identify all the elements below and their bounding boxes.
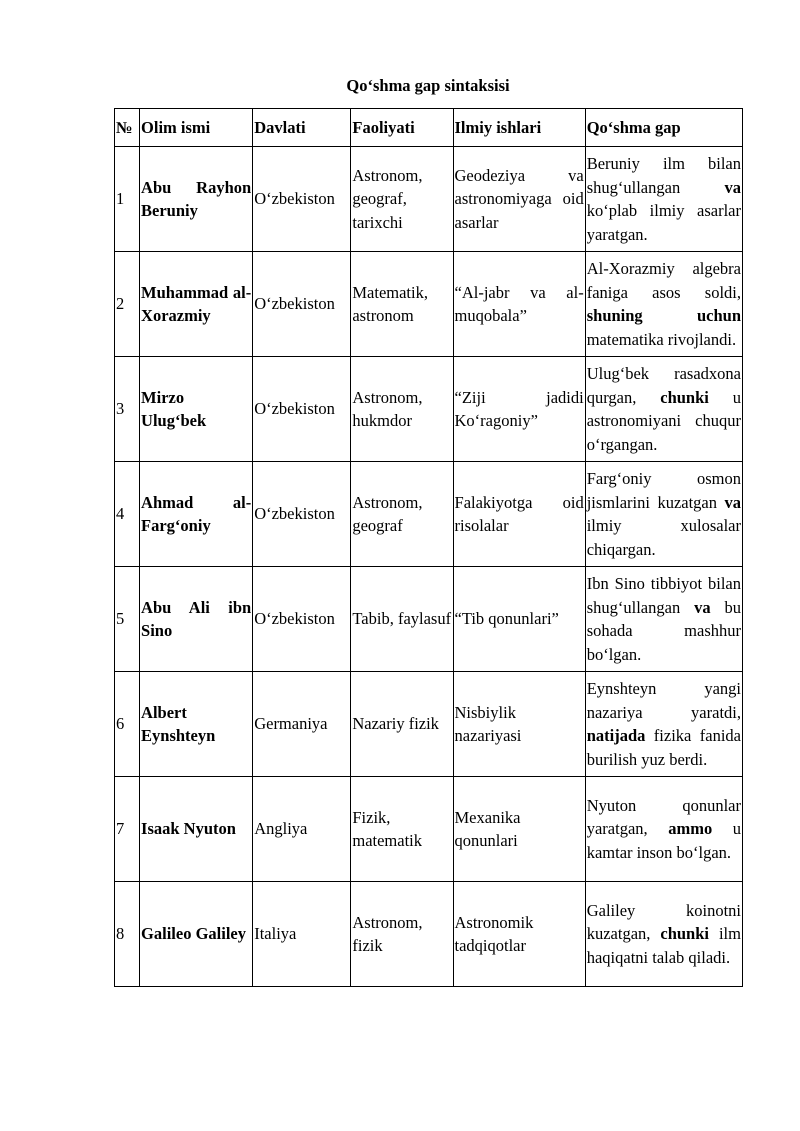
- table-row: [115, 567, 743, 672]
- compound-sentence: [585, 252, 742, 357]
- row-number: 6: [115, 672, 140, 777]
- header-country: Davlati: [253, 109, 351, 147]
- sentence-part: fizika fanida burilish yuz berdi.: [586, 726, 741, 769]
- conjunction: va: [724, 492, 741, 512]
- row-number: 2: [115, 252, 140, 357]
- country: O‘zbekiston: [253, 252, 351, 357]
- sentence-part: Beruniy ilm bilan shug‘ullangan: [586, 154, 741, 197]
- scientist-name: Ahmad al-Farg‘oniy: [140, 462, 253, 567]
- country: O‘zbekiston: [253, 462, 351, 567]
- header-works: Ilmiy ishlari: [453, 109, 585, 147]
- table-row: [115, 462, 743, 567]
- activity: Astronom, hukmdor: [351, 357, 453, 462]
- sentence-part: Eynshteyn yangi nazariya yaratdi,: [586, 679, 741, 722]
- conjunction: natijada: [586, 726, 646, 745]
- header-activity: Faoliyati: [351, 109, 453, 147]
- scientific-works: Falakiyotga oid risolalar: [453, 462, 585, 567]
- compound-sentence: [585, 147, 742, 252]
- country: O‘zbekiston: [253, 147, 351, 252]
- sentence-part: Nyuton qonunlar yaratgan,: [586, 795, 741, 839]
- scientific-works: Nisbiylik nazariyasi: [453, 672, 585, 777]
- table-row: [115, 357, 743, 462]
- table-row: [115, 147, 743, 252]
- sentence-part: matematika rivojlandi.: [586, 329, 737, 349]
- scientist-name: Galileo Galiley: [140, 882, 253, 987]
- table-header-row: [115, 109, 743, 147]
- country: O‘zbekiston: [253, 357, 351, 462]
- conjunction: va: [724, 177, 741, 197]
- header-number: №: [115, 109, 140, 147]
- scientist-name: Albert Eynshteyn: [140, 672, 253, 777]
- scientist-name: Mirzo Ulug‘bek: [140, 357, 253, 462]
- sentence-part: u kamtar inson bo‘lgan.: [586, 819, 741, 862]
- country: Italiya: [253, 882, 351, 987]
- activity: Astronom, geograf: [351, 462, 453, 567]
- scientific-works: “Al-jabr va al-muqobala”: [453, 252, 585, 357]
- sentence-part: ilmiy xulosalar chiqargan.: [586, 516, 741, 559]
- sentence-part: Farg‘oniy osmon jismlarini kuzatgan: [586, 469, 741, 512]
- table-row: [115, 882, 743, 987]
- activity: Nazariy fizik: [351, 672, 453, 777]
- table-row: [115, 672, 743, 777]
- sentence-part: ko‘plab ilmiy asarlar yaratgan.: [586, 201, 741, 244]
- conjunction: va: [694, 597, 711, 617]
- table-row: [115, 777, 743, 882]
- compound-sentence: [585, 357, 742, 462]
- conjunction: chunki: [660, 387, 709, 407]
- scientist-name: Isaak Nyuton: [140, 777, 253, 882]
- scientific-works: “Tib qonunlari”: [453, 567, 585, 672]
- sentence-part: Ibn Sino tibbiyot bilan shug‘ullangan: [586, 574, 741, 617]
- sentence-part: Al-Xorazmiy algebra faniga asos soldi,: [586, 259, 741, 302]
- sentence-part: Galiley koinotni kuzatgan,: [586, 900, 741, 944]
- scientists-table: [114, 108, 743, 987]
- scientist-name: Abu Ali ibn Sino: [140, 567, 253, 672]
- row-number: 8: [115, 882, 140, 987]
- conjunction: chunki: [660, 924, 709, 944]
- activity: Astronom, geograf, tarixchi: [351, 147, 453, 252]
- row-number: 3: [115, 357, 140, 462]
- table-row: [115, 252, 743, 357]
- compound-sentence: [585, 567, 742, 672]
- header-compound-sentence: Qo‘shma gap: [585, 109, 742, 147]
- row-number: 7: [115, 777, 140, 882]
- scientific-works: Astronomik tadqiqotlar: [453, 882, 585, 987]
- scientific-works: Mexanika qonunlari: [453, 777, 585, 882]
- scientific-works: Geodeziya va astronomiyaga oid asarlar: [453, 147, 585, 252]
- activity: Tabib, faylasuf: [351, 567, 453, 672]
- scientific-works: “Ziji jadidi Ko‘ragoniy”: [453, 357, 585, 462]
- country: Angliya: [253, 777, 351, 882]
- conjunction: shuning uchun: [586, 306, 741, 325]
- activity: Matematik, astronom: [351, 252, 453, 357]
- activity: Fizik, matematik: [351, 777, 453, 882]
- document-title: Qo‘shma gap sintaksisi: [346, 76, 510, 95]
- compound-sentence: [585, 462, 742, 567]
- header-name: Olim ismi: [140, 109, 253, 147]
- compound-sentence: [585, 882, 742, 987]
- activity: Astronom, fizik: [351, 882, 453, 987]
- conjunction: ammo: [668, 819, 713, 839]
- country: O‘zbekiston: [253, 567, 351, 672]
- compound-sentence: [585, 777, 742, 882]
- sentence-part: Ulug‘bek rasadxona qurgan,: [586, 364, 741, 407]
- scientist-name: Muhammad al-Xorazmiy: [140, 252, 253, 357]
- sentence-part: u astronomiyani chuqur o‘rgangan.: [586, 387, 741, 454]
- compound-sentence: [585, 672, 742, 777]
- row-number: 1: [115, 147, 140, 252]
- sentence-part: bu sohada mashhur bo‘lgan.: [586, 597, 742, 664]
- scientist-name: Abu Rayhon Beruniy: [140, 147, 253, 252]
- sentence-part: ilm haqiqatni talab qiladi.: [586, 924, 741, 967]
- row-number: 5: [115, 567, 140, 672]
- row-number: 4: [115, 462, 140, 567]
- country: Germaniya: [253, 672, 351, 777]
